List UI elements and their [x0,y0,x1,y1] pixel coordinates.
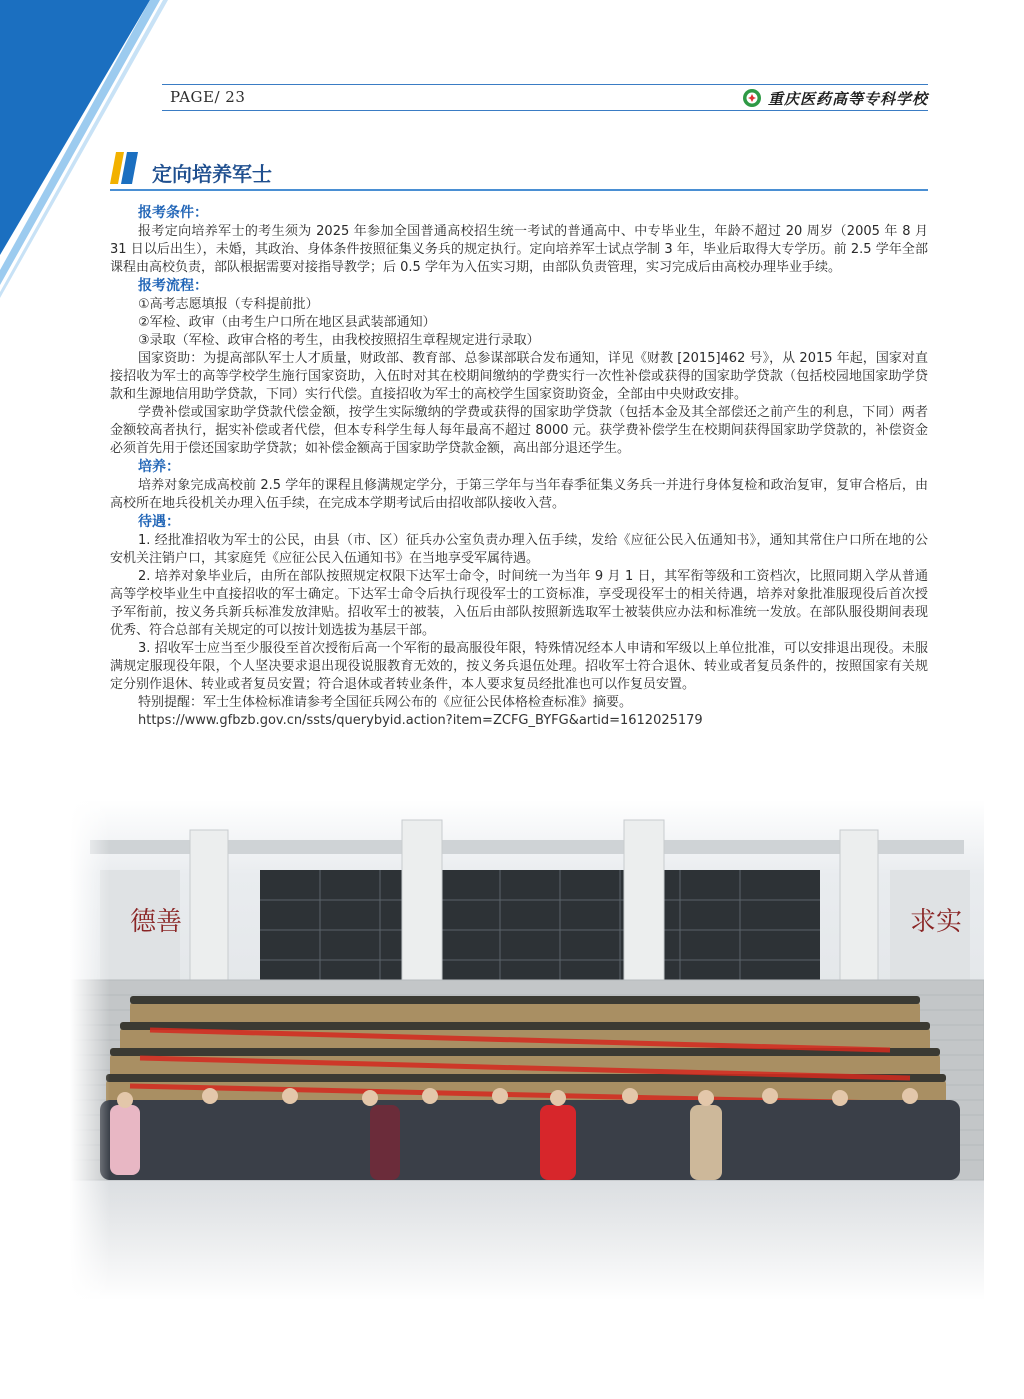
school-logo-icon [742,88,762,108]
reference-link[interactable]: https://www.gfbzb.gov.cn/ssts/querybyid.action?item=ZCFG_BYFG&artid=1612025179 [138,713,703,728]
page-number: PAGE/ 23 [170,88,246,106]
title-rule [110,189,928,191]
banner-right: 求实 [910,907,963,937]
section-header [110,150,928,190]
funding-text: 国家资助：为提高部队军士人才质量，财政部、教育部、总参谋部联合发布通知，详见《财教 [2015]462 号》，从 2015 年起，国家对直接招收为军士的高等学校学生施行国家资助，入伍时对其在校期间缴纳的学费实行一次性补偿或获得的国家助学贷款（包括校园地国家助学贷款和生源地信用助学贷款，下同）实行代偿。直接招收为军士的高校学生国家资助资金，全部由中央财政安排。 [110,351,928,402]
training-text: 培养对象完成高校前 2.5 学年的课程且修满规定学分，于第三学年与当年春季征集义务兵一并进行身体复检和政治复审，复审合格后，由高校所在地兵役机关办理入伍手续，在完成本学期考试后由招收部队接收入营。 [110,478,928,511]
school-name: 重庆医药高等专科学校 [767,89,928,108]
process-step: ③录取（军检、政审合格的考生，由我校按照招生章程规定进行录取） [138,333,540,348]
compensation-text: 学费补偿或国家助学贷款代偿金额，按学生实际缴纳的学费或获得的国家助学贷款（包括本金及其全部偿还之前产生的利息，下同）两者金额较高者执行，据实补偿或者代偿，但本专科学生每人每年最高不超过 8000 元。获学费补偿学生在校期间获得国家助学贷款的，补偿资金必须首先用于偿还国家助学贷款；如补偿金额高于国家助学贷款金额，高出部分退还学生。 [110,405,928,456]
training-heading: 培养： [138,459,180,475]
process-step: ①高考志愿填报（专科提前批） [138,297,319,312]
school-brand [742,86,928,110]
treatment-item: 1. 经批准招收为军士的公民，由县（市、区）征兵办公室负责办理入伍手续，发给《应征公民入伍通知书》，通知其常住户口所在地的公安机关注销户口，其家庭凭《应征公民入伍通知书》在当地享受军属待遇。 [110,533,928,566]
process-step: ②军检、政审（由考生户口所在地区县武装部通知） [138,315,436,330]
conditions-text: 报考定向培养军士的考生须为 2025 年参加全国普通高校招生统一考试的普通高中、中专毕业生，年龄不超过 20 周岁（2005 年 8 月 31 日以后出生），未婚，其政治、身体条件按照征集义务兵的规定执行。定向培养军士试点学制 3 年，毕业后取得大专学历。前 2.5 学年全部课程由高校负责，部队根据需要对接指导教学；后 0.5 学年为入伍实习期，由部队负责管理，实习完成后由高校办理毕业手续。 [110,224,928,275]
banner-left: 德善 [130,907,183,937]
group-photo [70,800,984,1300]
main-content [110,204,928,730]
header-rule-top [162,84,928,85]
title-bars-icon [110,150,146,186]
treatment-item: 2. 培养对象毕业后，由所在部队按照规定权限下达军士命令，时间统一为当年 9 月 1 日，其军衔等级和工资档次，比照同期入学从普通高等学校毕业生中直接招收的军士确定。下达军士命令后执行现役军士的工资标准，享受现役军士的相关待遇，培养对象批准服现役后首次授予军衔前，按义务兵新兵标准发放津贴。招收军士的被装，入伍后由部队按照新选取军士被装供应办法和标准统一发放。在部队服役期间表现优秀、符合总部有关规定的可以按计划选拔为基层干部。 [110,569,928,638]
reminder-text: 特别提醒：军士生体检标准请参考全国征兵网公布的《应征公民体格检查标准》摘要。 [138,695,633,710]
treatment-heading: 待遇： [138,514,180,530]
process-heading: 报考流程： [138,278,208,294]
conditions-heading: 报考条件： [138,205,208,221]
header-rule-bottom [162,110,928,111]
section-title: 定向培养军士 [152,162,272,186]
treatment-item: 3. 招收军士应当至少服役至首次授衔后高一个军衔的最高服役年限，特殊情况经本人申请和军级以上单位批准，可以安排退出现役。未服满规定服现役年限，个人坚决要求退出现役说服教育无效的，按义务兵退伍处理。招收军士符合退休、转业或者复员条件的，按照国家有关规定分别作退休、转业或者复员安置；符合退休或者转业条件，本人要求复员经批准也可以作复员安置。 [110,641,928,692]
